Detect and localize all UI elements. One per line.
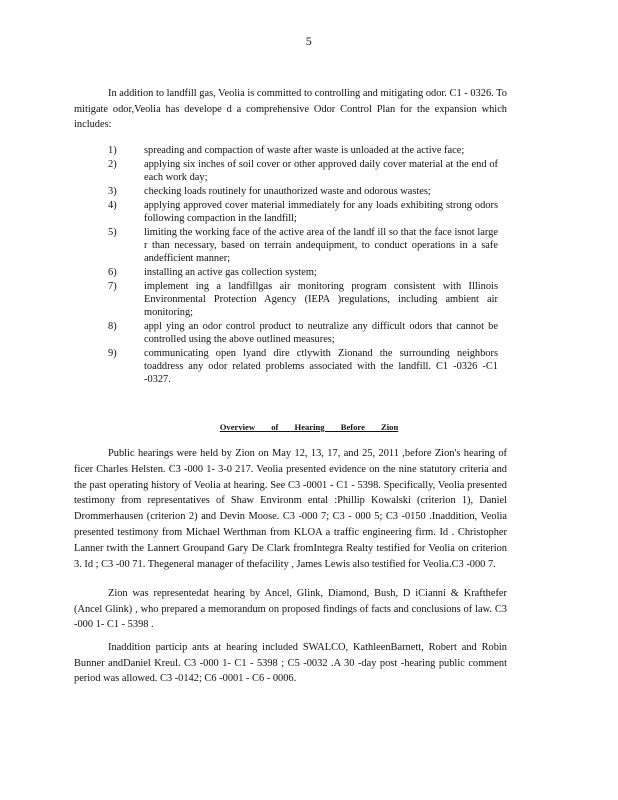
page-number: 5	[305, 34, 313, 48]
list-item-number: 1)	[108, 145, 117, 156]
list-item-number: 2)	[108, 159, 117, 170]
paragraph-public-hearings: Public hearings were held by Zion on May 12, 13, 17, and 25, 2011 ,before Zion's hearing of ficer Charles Helsten. C3 -000 1- 3-0 217. Veolia presented evidence on the nine statutory criteria and the past operating history of Veolia at hearing. See C3 -0001 - C1 - 5398. Specifically, Veolia presented testimony from representatives of Shaw Environm ental :Phillip Kowalski (criterion 1), Daniel Drommerhausen (criterion 2) and Devin Moose. C3 -000 7; C3 - 000 5; C3 -0150 .Inaddition, Veolia presented testimony from Michael Werthman from KLOA a traffic engineering firm. Id . Christopher Lanner twith the Lannert Groupand Gary De Clark fromIntegra Realty testified for Veolia on criterion 3. Id ; C3 -00 71. Thegeneral manager of thefacility , James Lewis also testified for Veolia.C3 -000 7.	[74, 448, 507, 570]
list-item-text: applying approved cover material immediately for any loads exhibiting strong odors following compaction in the landfill;	[144, 200, 498, 224]
list-item	[108, 226, 498, 265]
list-item-text: spreading and compaction of waste after waste is unloaded at the active face;	[144, 145, 465, 156]
list-item-number: 4)	[108, 200, 117, 211]
paragraph-zion-representation: Zion was representedat hearing by Ancel, Glink, Diamond, Bush, D iCianni & Krafthefer (Ancel Glink) , who prepared a memorandum on proposed findings of facts and conclusions of law. C3 -000 1- C1 - 5398 .	[74, 588, 507, 631]
list-item-number: 8)	[108, 321, 117, 332]
list-item	[108, 320, 498, 346]
list-item-text: limiting the working face of the active area of the landf ill so that the face isnot large r than necessary, based on terrain andequipment, to conduct operations in a safe andefficient manner;	[144, 227, 498, 264]
list-item-text: checking loads routinely for unauthorized waste and odorous wastes;	[144, 186, 431, 197]
paragraph-intro: In addition to landfill gas, Veolia is committed to controlling and mitigating odor. C1 - 0326. To mitigate odor,Veolia has develope d a comprehensive Odor Control Plan for the expansion which includes:	[74, 88, 507, 131]
list-item-number: 9)	[108, 348, 117, 359]
section-heading: Overview of Hearing Before Zion	[219, 422, 399, 432]
list-item-number: 3)	[108, 186, 117, 197]
list-item-text: appl ying an odor control product to neutralize any difficult odors that cannot be controlled using the above outlined measures;	[144, 321, 498, 345]
list-item-text: installing an active gas collection system;	[144, 267, 317, 278]
list-item	[108, 266, 498, 279]
list-item-number: 7)	[108, 281, 117, 292]
paragraph-other-participants: Inaddition particip ants at hearing included SWALCO, KathleenBarnett, Robert and Robin Bunner andDaniel Kreul. C3 -000 1- C1 - 5398 ; C5 -0032 .A 30 -day post -hearing public comment period was allowed. C3 -0142; C6 -0001 - C6 - 0006.	[74, 642, 507, 685]
list-item-text: implement ing a landfillgas air monitoring program consistent with Illinois Environmental Protection Agency (IEPA )regulations, including ambient air monitoring;	[144, 281, 498, 318]
list-item	[108, 347, 498, 386]
list-item	[108, 144, 498, 157]
list-item	[108, 199, 498, 225]
list-item-text: applying six inches of soil cover or other approved daily cover material at the end of each work day;	[144, 159, 498, 183]
list-item	[108, 185, 498, 198]
list-item	[108, 280, 498, 319]
list-item-number: 6)	[108, 267, 117, 278]
list-item	[108, 158, 498, 184]
list-item-text: communicating open lyand dire ctlywith Zionand the surrounding neighbors toaddress any odor related problems associated with the landfill. C1 -0326 -C1 -0327.	[144, 348, 498, 385]
odor-control-list	[108, 144, 498, 387]
list-item-number: 5)	[108, 227, 117, 238]
